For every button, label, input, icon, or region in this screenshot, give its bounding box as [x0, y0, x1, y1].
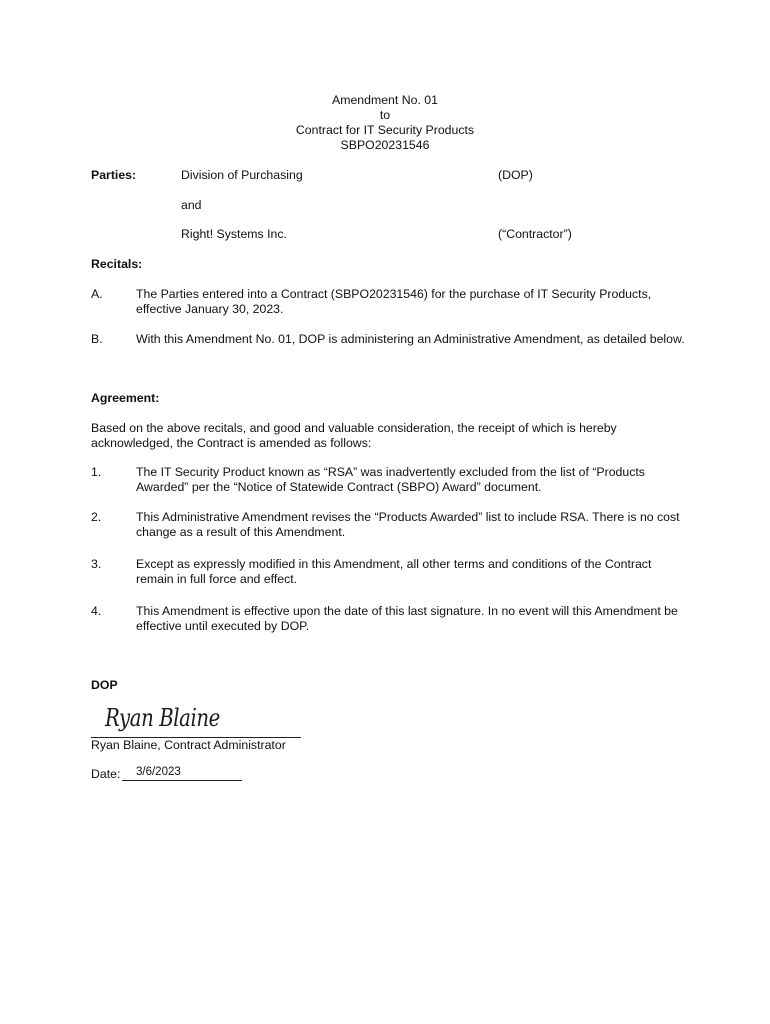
parties-and: and: [181, 198, 202, 212]
recital-label: A.: [91, 287, 103, 301]
recital-text: The Parties entered into a Contract (SBPO20231546) for the purchase of IT Security Products, effective January 30, 2023.: [136, 287, 652, 316]
agreement-item-label: 2.: [91, 510, 102, 524]
agreement-item-label: 1.: [91, 465, 102, 479]
agreement-item-text: This Administrative Amendment revises the “Products Awarded” list to include RSA. There is no cost change as a result of this Amendment.: [136, 510, 680, 539]
agreement-item-text: The IT Security Product known as “RSA” was inadvertently excluded from the list of “Products Awarded” per the “Notice of Statewide Contract (SBPO) Award” document.: [136, 465, 645, 494]
title-amendment: Amendment No. 01: [332, 93, 438, 107]
party1-name: Division of Purchasing: [181, 168, 303, 182]
title-contract: Contract for IT Security Products: [295, 123, 475, 137]
party1-abbr: (DOP): [498, 168, 533, 182]
agreement-intro: Based on the above recitals, and good and valuable consideration, the receipt of which is hereby acknowledged, the Contract is amended as follows:: [91, 421, 617, 450]
handwritten-signature: Ryan Blaine: [105, 704, 220, 732]
signature-org: DOP: [91, 678, 118, 692]
party2-abbr: (“Contractor”): [498, 227, 572, 241]
title-to: to: [379, 108, 391, 122]
party2-name: Right! Systems Inc.: [181, 227, 287, 241]
agreement-item-label: 4.: [91, 604, 102, 618]
recital-text: With this Amendment No. 01, DOP is administering an Administrative Amendment, as detailed below.: [136, 332, 685, 346]
agreement-item-label: 3.: [91, 557, 102, 571]
agreement-item-text: This Amendment is effective upon the date of this last signature. In no event will this Amendment be effective until executed by DOP.: [136, 604, 678, 633]
agreement-item-text: Except as expressly modified in this Amendment, all other terms and conditions of the Contract remain in full force and effect.: [136, 557, 652, 586]
signer-name-title: Ryan Blaine, Contract Administrator: [91, 738, 286, 752]
parties-label: Parties:: [91, 168, 137, 182]
date-value: 3/6/2023: [136, 766, 181, 778]
title-contract-number: SBPO20231546: [340, 138, 430, 152]
recitals-heading: Recitals:: [91, 257, 143, 271]
recital-label: B.: [91, 332, 103, 346]
agreement-heading: Agreement:: [91, 391, 160, 405]
date-label: Date:: [91, 767, 121, 781]
date-field: [122, 766, 242, 781]
document-title: [0, 93, 770, 153]
signature-block: [91, 700, 301, 738]
